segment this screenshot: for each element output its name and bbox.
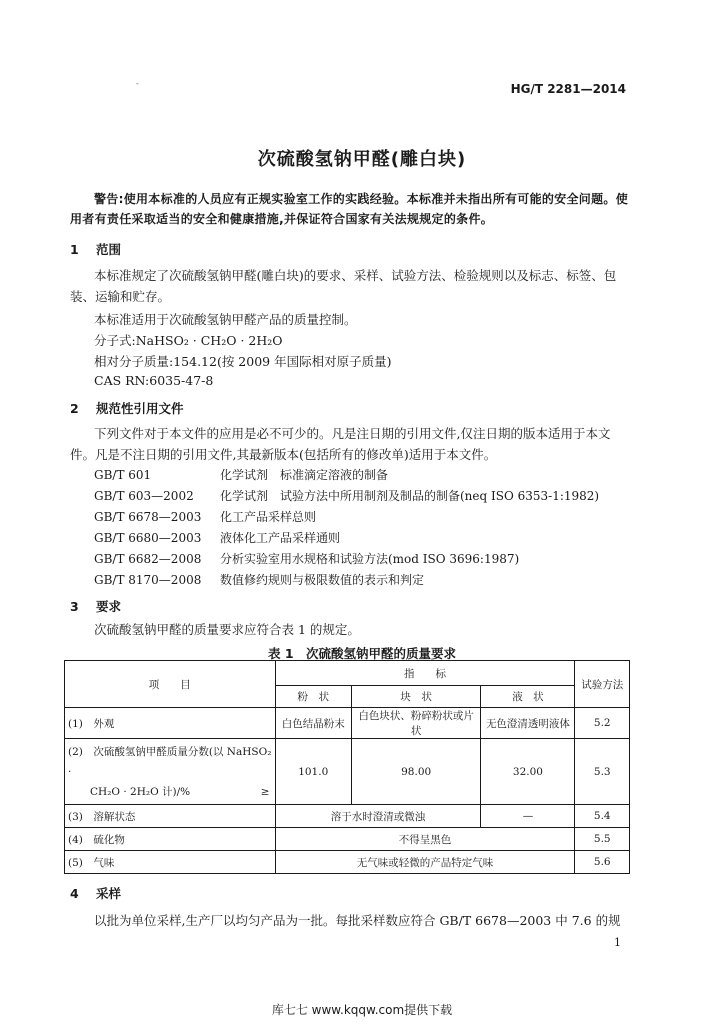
section-3-heading: 3 要求 <box>70 599 122 614</box>
reference-item: GB/T 6682—2008 分析实验室用水规格和试验方法(mod ISO 3696:1987) <box>94 552 520 566</box>
table-row: (1) 外观 白色结晶粉末 白色块状、粉碎粉状或片状 无色澄清透明液体 5.2 <box>65 708 630 739</box>
table-header-row <box>65 661 630 686</box>
table-caption: 表 1 次硫酸氢钠甲醛的质量要求 <box>267 646 457 661</box>
document-title: 次硫酸氢钠甲醛(雕白块) <box>257 149 467 170</box>
subheader-liquid: 液 状 <box>481 686 575 708</box>
standard-number: HG/T 2281—2014 <box>510 82 626 96</box>
cas-number: CAS RN:6035-47-8 <box>94 373 214 388</box>
reference-item: GB/T 6680—2003 液体化工产品采样通则 <box>94 531 341 545</box>
reference-item: GB/T 601 化学试剂 标准滴定溶液的制备 <box>94 468 389 482</box>
table-row: (2) 次硫酸氢钠甲醛质量分数(以 NaHSO₂ · CH₂O · 2H₂O 计)/% ≥ 101.0 98.00 32.00 5.3 <box>65 739 630 805</box>
reference-item: GB/T 6678—2003 化工产品采样总则 <box>94 510 317 524</box>
section-1-applicability: 本标准适用于次硫酸氢钠甲醛产品的质量控制。 <box>94 312 357 327</box>
header-test-method: 试验方法 <box>575 661 630 708</box>
section-2-intro: 下列文件对于本文件的应用是必不可少的。凡是注日期的引用文件,仅注日期的版本适用于本文件。凡是不注日期的引用文件,其最新版本(包括所有的修改单)适用于本文件。 <box>70 426 611 462</box>
table-row: (4) 硫化物 不得呈黑色 5.5 <box>65 828 630 851</box>
page-number: 1 <box>614 936 621 949</box>
quality-requirements-table <box>64 660 630 874</box>
section-3-paragraph: 次硫酸氢钠甲醛的质量要求应符合表 1 的规定。 <box>94 622 360 637</box>
section-1-heading: 1 范围 <box>70 242 122 257</box>
section-4-paragraph: 以批为单位采样,生产厂以均匀产品为一批。每批采样数应符合 GB/T 6678—2003 中 7.6 的规 <box>94 913 621 928</box>
table-row: (5) 气味 无气味或轻微的产品特定气味 5.6 <box>65 851 630 874</box>
table-row: (3) 溶解状态 溶于水时澄清或微浊 — 5.4 <box>65 805 630 828</box>
footer-download-note: 库七七 www.kqqw.com提供下载 <box>271 1003 453 1017</box>
section-1-scope-paragraph: 本标准规定了次硫酸氢钠甲醛(雕白块)的要求、采样、试验方法、检验规则以及标志、标签、包装、运输和贮存。 <box>70 268 617 304</box>
section-2-heading: 2 规范性引用文件 <box>70 401 184 416</box>
subheader-powder: 粉 状 <box>275 686 351 708</box>
reference-item: GB/T 603—2002 化学试剂 试验方法中所用制剂及制品的制备(neq ISO 6353-1:1982) <box>94 489 600 503</box>
reference-item: GB/T 8170—2008 数值修约规则与极限数值的表示和判定 <box>94 573 425 587</box>
molecular-mass: 相对分子质量:154.12(按 2009 年国际相对原子质量) <box>94 354 392 369</box>
header-item: 项 目 <box>65 661 276 708</box>
warning-paragraph: 警告:使用本标准的人员应有正规实验室工作的实践经验。本标准并未指出所有可能的安全问题。使用者有责任采取适当的安全和健康措施,并保证符合国家有关法规规定的条件。 <box>70 192 629 226</box>
scan-speck: - <box>136 79 139 88</box>
section-4-heading: 4 采样 <box>70 886 122 901</box>
subheader-lump: 块 状 <box>351 686 481 708</box>
molecular-formula: 分子式:NaHSO₂ · CH₂O · 2H₂O <box>94 333 283 348</box>
header-index: 指 标 <box>275 661 575 686</box>
